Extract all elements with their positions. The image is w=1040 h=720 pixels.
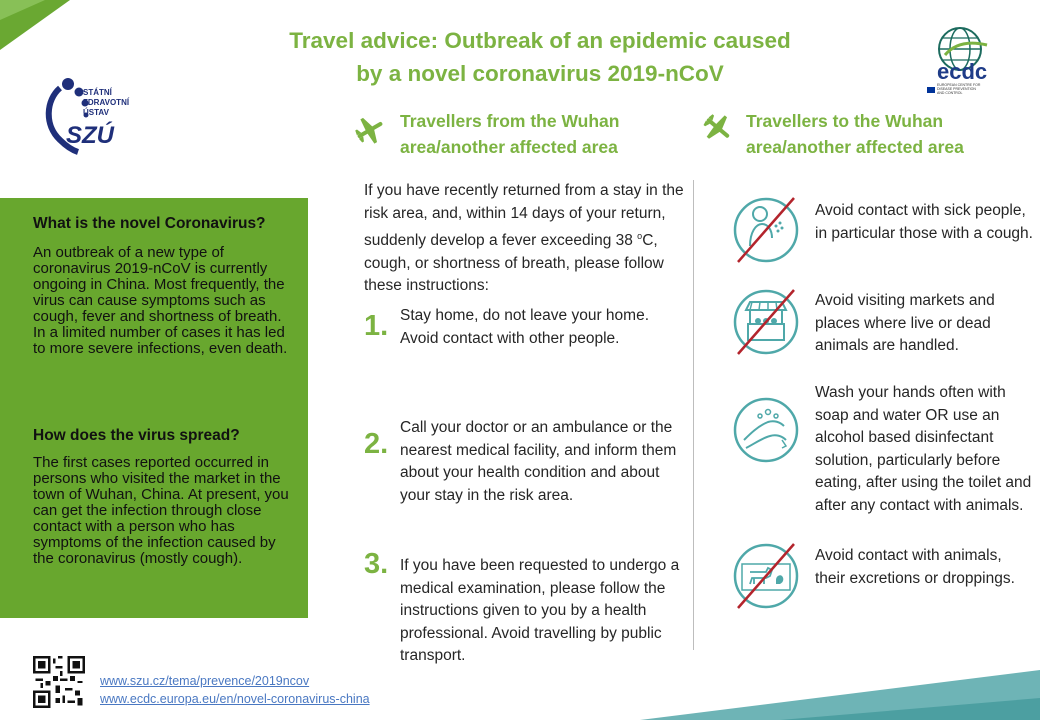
from-column-heading bbox=[400, 108, 690, 160]
from-heading-line-1: Travellers from the Wuhan bbox=[400, 111, 620, 131]
szu-logo-line-1: STÁTNÍ bbox=[83, 88, 112, 97]
to-heading-line-1: Travellers to the Wuhan bbox=[746, 111, 944, 131]
to-column-heading bbox=[746, 108, 1026, 160]
szu-logo-text bbox=[83, 88, 129, 118]
to-heading-line-2: area/another affected area bbox=[746, 137, 964, 157]
market-prohibited-icon bbox=[732, 288, 800, 356]
sidebar-answer-2: The first cases reported occurred in persons who visited the market in the town of Wuhan, China. At present, you can get the infection through close contact with a person who has symptoms of the infection caused by the coronavirus (mostly cough). bbox=[33, 454, 289, 567]
szu-logo bbox=[38, 70, 148, 165]
szu-logo-mark-text: SZÚ bbox=[66, 122, 114, 149]
ecdc-logo-line-3: AND CONTROL bbox=[937, 91, 963, 95]
ecdc-link[interactable]: www.ecdc.europa.eu/en/novel-coronavirus-china bbox=[100, 692, 370, 706]
ecdc-logo-line-2: DISEASE PREVENTION bbox=[937, 87, 976, 91]
page-title bbox=[210, 24, 870, 90]
advice-2-text: Avoid visiting markets and places where live or dead animals are handled. bbox=[815, 292, 995, 354]
animals-prohibited-icon bbox=[732, 542, 800, 610]
from-heading-line-2: area/another affected area bbox=[400, 137, 618, 157]
sidebar-answer-1: An outbreak of a new type of coronavirus 2019-nCoV is currently ongoing in China. Most frequently, the virus can cause symptoms such as cough, fever and shortness of breath. In a limited number of cases it has led to more severe infections, even death. bbox=[33, 244, 288, 357]
step-1-number: 1. bbox=[364, 310, 389, 342]
step-3-text: If you have been requested to undergo a medical examination, please follow the instructions given to you by a health professional. Avoid travelling by public transport. bbox=[400, 557, 680, 664]
hand-washing-icon bbox=[732, 396, 800, 464]
qr-code[interactable] bbox=[33, 656, 85, 708]
step-1-text: Stay home, do not leave your home. Avoid contact with other people. bbox=[400, 307, 650, 347]
advice-3-text: Wash your hands often with soap and water OR use an alcohol based disinfectant solution, particularly before eating, after using the toilet and after any contact with animals. bbox=[815, 384, 1032, 514]
step-2-number: 2. bbox=[364, 428, 389, 460]
ecdc-logo-line-1: EUROPEAN CENTRE FOR bbox=[937, 83, 981, 87]
from-intro-text bbox=[364, 180, 684, 298]
column-divider bbox=[693, 180, 694, 650]
corner-decoration-top-left bbox=[0, 0, 70, 50]
sidebar-question-1: What is the novel Coronavirus? bbox=[33, 215, 266, 232]
sidebar-question-2: How does the virus spread? bbox=[33, 427, 240, 444]
intro-text-part-1: If you have recently returned from a stay in the risk area, and, within 14 days of your return, suddenly develop a fever exceeding 38 bbox=[364, 182, 684, 250]
sick-person-prohibited-icon bbox=[732, 196, 800, 264]
airplane-icon bbox=[352, 112, 388, 148]
intro-degree-sup: o bbox=[637, 231, 643, 241]
advice-4-text: Avoid contact with animals, their excretions or droppings. bbox=[815, 547, 1015, 587]
intro-text-part-2: C, cough, or shortness of breath, please follow these instructions: bbox=[364, 232, 664, 295]
szu-link[interactable]: www.szu.cz/tema/prevence/2019ncov bbox=[100, 674, 310, 688]
szu-logo-line-3: ÚSTAV bbox=[83, 108, 109, 117]
eu-flag-icon bbox=[927, 87, 935, 93]
page-title-line-1: Travel advice: Outbreak of an epidemic caused bbox=[289, 28, 791, 53]
advice-1-text: Avoid contact with sick people, in particular those with a cough. bbox=[815, 202, 1033, 242]
step-3-number: 3. bbox=[364, 548, 389, 580]
page-title-line-2: by a novel coronavirus 2019-nCoV bbox=[356, 61, 724, 86]
airplane-landing-icon bbox=[700, 110, 736, 146]
step-2-text: Call your doctor or an ambulance or the nearest medical facility, and inform them about your health condition and about your stay in the risk area. bbox=[400, 419, 677, 504]
szu-logo-line-2: ZDRAVOTNÍ bbox=[83, 98, 130, 107]
ecdc-logo bbox=[925, 25, 1015, 100]
ecdc-logo-subtitle bbox=[937, 83, 980, 95]
ecdc-logo-name: ecdc bbox=[937, 59, 988, 84]
